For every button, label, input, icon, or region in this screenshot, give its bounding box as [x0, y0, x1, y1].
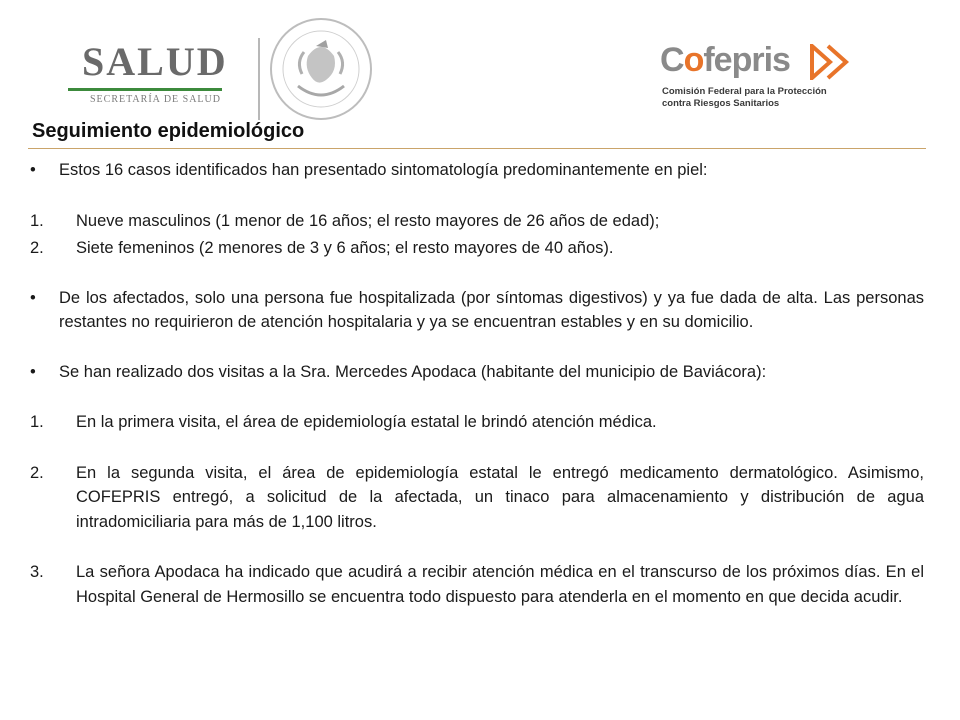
- list-number: 3.: [30, 563, 44, 581]
- salud-wordmark: SALUD: [82, 39, 228, 84]
- header: [0, 0, 960, 150]
- salud-underline: [68, 88, 222, 91]
- cofepris-arrows-icon: [810, 44, 854, 80]
- cofepris-logo: [660, 40, 840, 120]
- cofepris-word-c: C: [660, 41, 684, 79]
- cofepris-word-o: o: [683, 41, 704, 79]
- cofepris-word-rest: fepris: [703, 41, 790, 79]
- bullet-text: Se han realizado dos visitas a la Sra. Mercedes Apodaca (habitante del municipio de Baviácora):: [59, 362, 767, 381]
- bullet-marker: •: [30, 161, 36, 179]
- content: [30, 158, 924, 609]
- page-title: Seguimiento epidemiológico: [32, 120, 305, 142]
- list-text: La señora Apodaca ha indicado que acudirá a recibir atención médica en el transcurso de los próximos días. En el Hospital General de Hermosillo se encuentra todo dispuesto para atenderla en el momento en que decida acudir.: [76, 563, 924, 606]
- logo-divider: [258, 38, 260, 120]
- mexico-seal-icon: [268, 16, 374, 122]
- bullet-item-3: [30, 360, 924, 385]
- list-item: [30, 461, 924, 535]
- list-number: 2.: [30, 463, 44, 482]
- cofepris-subtitle: [662, 86, 827, 110]
- list-text: En la segunda visita, el área de epidemiología estatal le entregó medicamento dermatológico. Asimismo, COFEPRIS entregó, a solicitud de la afectada, un tinaco para almacenamiento y distribución de agua intradomiciliaria para más de 1,100 litros.: [76, 463, 924, 531]
- title-rule: [28, 148, 926, 149]
- list-item: [30, 560, 924, 609]
- bullet-marker: •: [30, 288, 36, 307]
- list-item: [30, 209, 924, 234]
- bullet-item-2: [30, 286, 924, 335]
- list-text: Nueve masculinos (1 menor de 16 años; el resto mayores de 26 años de edad);: [76, 211, 660, 230]
- list-item: [30, 236, 924, 261]
- bullet-item-1: [30, 158, 924, 183]
- salud-subtitle: SECRETARÍA DE SALUD: [90, 94, 221, 105]
- list-item: [30, 410, 924, 435]
- cofepris-subtitle-line2: contra Riesgos Sanitarios: [662, 98, 780, 109]
- salud-logo: [68, 40, 228, 110]
- list-number: 2.: [30, 239, 44, 257]
- cofepris-subtitle-line1: Comisión Federal para la Protección: [662, 86, 827, 97]
- list-number: 1.: [30, 211, 44, 230]
- bullet-marker: •: [30, 362, 36, 381]
- list-number: 1.: [30, 413, 44, 431]
- bullet-text: Estos 16 casos identificados han presentado sintomatología predominantemente en piel:: [59, 161, 708, 179]
- list-text: En la primera visita, el área de epidemiología estatal le brindó atención médica.: [76, 413, 657, 431]
- list-text: Siete femeninos (2 menores de 3 y 6 años; el resto mayores de 40 años).: [76, 239, 614, 257]
- cofepris-wordmark: [660, 40, 790, 80]
- bullet-text: De los afectados, solo una persona fue hospitalizada (por síntomas digestivos) y ya fue dada de alta. Las personas restantes no requirieron de atención hospitalaria y ya se encuentran estables y en su domicilio.: [59, 288, 924, 331]
